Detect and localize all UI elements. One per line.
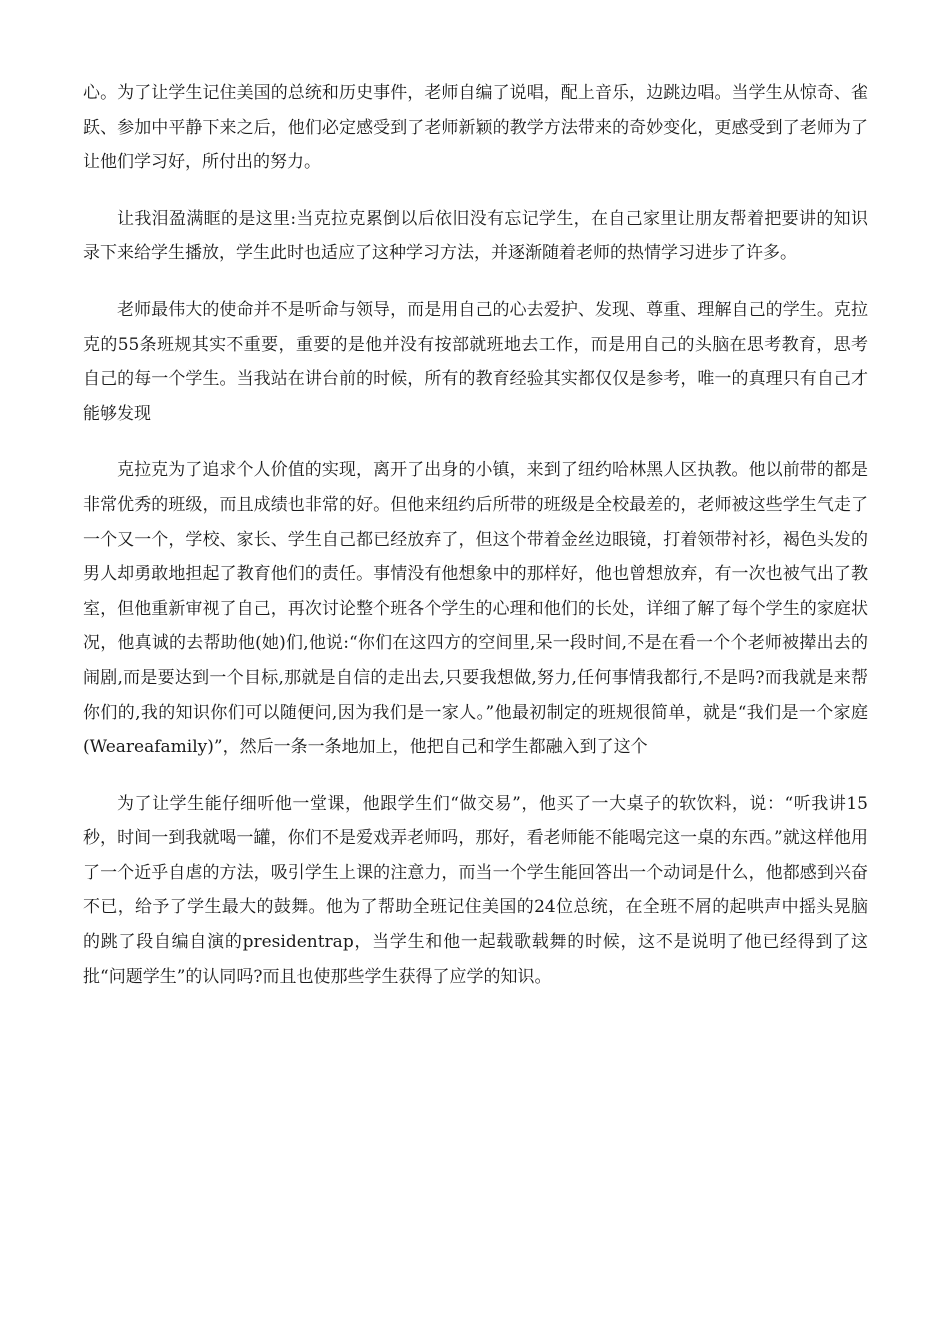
paragraph: 克拉克为了追求个人价值的实现，离开了出身的小镇，来到了纽约哈林黑人区执教。他以前带的都是非常优秀的班级，而且成绩也非常的好。但他来纽约后所带的班级是全校最差的，老师被这些学生气走了一个又一个，学校、家长、学生自己都已经放弃了，但这个带着金丝边眼镜，打着领带衬衫，褐色头发的男人却勇敢地担起了教育他们的责任。事情没有他想象中的那样好，他也曾想放弃，有一次也被气出了教室，但他重新审视了自己，再次讨论整个班各个学生的心理和他们的长处，详细了解了每个学生的家庭状况，他真诚的去帮助他(她)们,他说:“你们在这四方的空间里,呆一段时间,不是在看一个个老师被撵出去的闹剧,而是要达到一个目标,那就是自信的走出去,只要我想做,努力,任何事情我都行,不是吗?而我就是来帮你们的,我的知识你们可以随便问,因为我们是一家人。”他最初制定的班规很简单，就是“我们是一个家庭(Weareafamily)”，然后一条一条地加上，他把自己和学生都融入到了这个 [83,460,868,758]
paragraph: 为了让学生能仔细听他一堂课，他跟学生们“做交易”，他买了一大桌子的软饮料，说：“听我讲15秒，时间一到我就喝一罐，你们不是爱戏弄老师吗，那好，看老师能不能喝完这一桌的东西。”就这样他用了一个近乎自虐的方法，吸引学生上课的注意力，而当一个学生能回答出一个动词是什么，他都感到兴奋不已，给予了学生最大的鼓舞。他为了帮助全班记住美国的24位总统，在全班不屑的起哄声中摇头晃脑的跳了段自编自演的presidentrap，当学生和他一起载歌载舞的时候，这不是说明了他已经得到了这批“问题学生”的认同吗?而且也使那些学生获得了应学的知识。 [83,793,868,987]
paragraph: 老师最伟大的使命并不是听命与领导，而是用自己的心去爱护、发现、尊重、理解自己的学生。克拉克的55条班规其实不重要，重要的是他并没有按部就班地去工作，而是用自己的头脑在思考教育，思考自己的每一个学生。当我站在讲台前的时候，所有的教育经验其实都仅仅是参考，唯一的真理只有自己才能够发现 [83,299,868,424]
paragraph: 让我泪盈满眶的是这里:当克拉克累倒以后依旧没有忘记学生，在自己家里让朋友帮着把要讲的知识录下来给学生播放，学生此时也适应了这种学习方法，并逐渐随着老师的热情学习进步了许多。 [83,208,868,264]
paragraph: 心。为了让学生记住美国的总统和历史事件，老师自编了说唱，配上音乐，边跳边唱。当学生从惊奇、雀跃、参加中平静下来之后，他们必定感受到了老师新颖的教学方法带来的奇妙变化，更感受到了老师为了让他们学习好，所付出的努力。 [83,83,868,173]
document-body [83,76,868,1016]
